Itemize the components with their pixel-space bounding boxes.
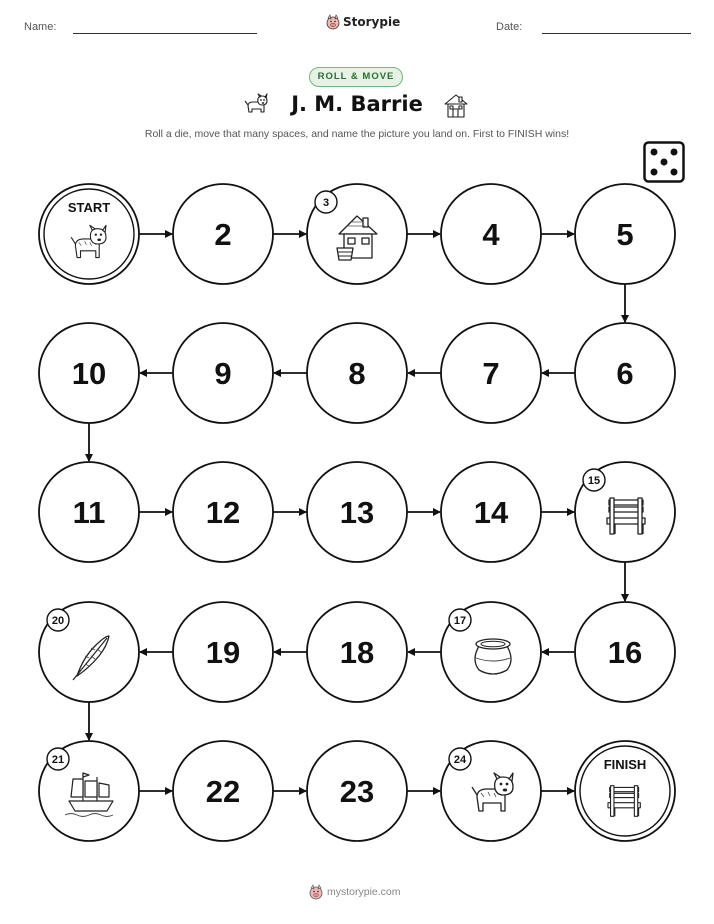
board-space[interactable]	[441, 602, 541, 702]
board-space[interactable]	[307, 741, 407, 841]
board-space[interactable]	[173, 184, 273, 284]
board-space[interactable]	[307, 462, 407, 562]
name-label: Name:	[24, 21, 57, 33]
board-space[interactable]	[441, 184, 541, 284]
date-label: Date:	[496, 21, 523, 33]
board-space[interactable]	[173, 323, 273, 423]
space-label: FINISH	[603, 757, 647, 772]
space-number: 16	[607, 635, 643, 670]
space-number: 12	[205, 495, 241, 530]
board-space[interactable]	[39, 741, 139, 841]
board-space[interactable]	[39, 323, 139, 423]
finish-space[interactable]	[575, 741, 675, 841]
footer-site: mystorypie.com	[327, 886, 401, 898]
space-number: 14	[473, 495, 509, 530]
space-number: 18	[339, 635, 375, 670]
board-space[interactable]	[575, 462, 675, 562]
board-space[interactable]	[39, 602, 139, 702]
space-number: 9	[214, 356, 232, 391]
brand-name: Storypie	[343, 15, 401, 29]
space-number: 21	[51, 754, 65, 766]
board-space[interactable]	[307, 323, 407, 423]
space-number: 11	[72, 495, 106, 530]
board-space[interactable]	[575, 323, 675, 423]
space-number: 5	[616, 217, 634, 252]
game-type-badge: ROLL & MOVE	[309, 67, 403, 87]
space-number: 3	[322, 197, 330, 209]
space-number: 4	[482, 217, 500, 252]
space-number: 7	[482, 356, 500, 391]
space-number: 23	[339, 774, 375, 809]
space-number: 8	[348, 356, 366, 391]
space-number: 22	[205, 774, 241, 809]
pot-icon	[475, 639, 511, 674]
board-space[interactable]	[441, 741, 541, 841]
space-number: 20	[51, 615, 65, 627]
board-space[interactable]	[39, 462, 139, 562]
space-number: 10	[71, 356, 107, 391]
board-space[interactable]	[575, 184, 675, 284]
board-space[interactable]	[575, 602, 675, 702]
space-number: 24	[453, 754, 467, 766]
space-number: 2	[214, 217, 232, 252]
start-space[interactable]	[39, 184, 139, 284]
space-number: 19	[205, 635, 241, 670]
board-space[interactable]	[441, 462, 541, 562]
board-space[interactable]	[441, 323, 541, 423]
board-space[interactable]	[173, 741, 273, 841]
board-space[interactable]	[173, 602, 273, 702]
board-space[interactable]	[173, 462, 273, 562]
instructions: Roll a die, move that many spaces, and name the picture you land on. First to FINISH wins!	[144, 128, 570, 140]
space-number: 13	[339, 495, 375, 530]
space-number: 6	[616, 356, 634, 391]
space-label: START	[67, 200, 111, 215]
board-space[interactable]	[307, 602, 407, 702]
page-title: J. M. Barrie	[291, 92, 423, 116]
space-number: 15	[587, 475, 601, 487]
footer	[309, 884, 401, 900]
pig-mascot-icon	[309, 884, 323, 900]
space-number: 17	[453, 615, 467, 627]
board-space[interactable]	[307, 184, 407, 284]
